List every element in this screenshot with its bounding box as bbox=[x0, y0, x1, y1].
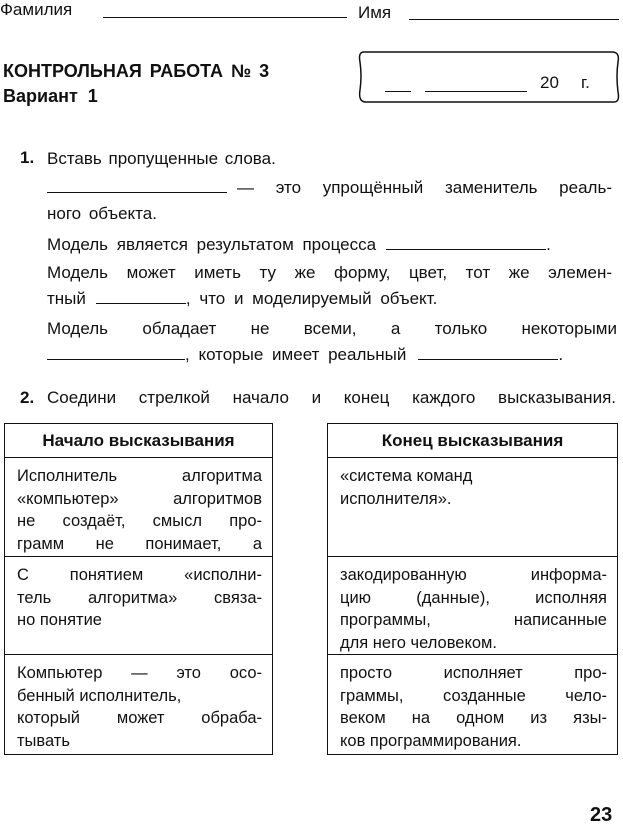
blank-5[interactable] bbox=[418, 359, 558, 360]
blank-4[interactable] bbox=[47, 359, 185, 360]
page-title: КОНТРОЛЬНАЯ РАБОТА № 3 bbox=[3, 61, 270, 81]
cell-line: тель алгоритма» связа- bbox=[17, 588, 262, 607]
sentence2-text: Модель является результатом процесса bbox=[47, 235, 377, 254]
surname-label: Фамилия bbox=[0, 0, 73, 19]
left-table-header: Начало высказывания bbox=[42, 431, 235, 450]
cell-line: закодированную информа- bbox=[340, 566, 607, 584]
task1-sentence3-line1: Модель может иметь ту же форму, цвет, тот же элемен- bbox=[47, 263, 612, 282]
cell-line: Компьютер — это осо- bbox=[17, 664, 262, 682]
cell-line: не создаёт, смысл про- bbox=[17, 512, 262, 530]
date-month-field[interactable] bbox=[425, 91, 527, 92]
task1-sentence3-line2 bbox=[47, 289, 437, 309]
date-year: 20 bbox=[540, 73, 559, 92]
left-cell-2[interactable] bbox=[5, 556, 272, 654]
blank-1[interactable] bbox=[47, 192, 227, 193]
date-day-field[interactable] bbox=[385, 91, 411, 92]
name-label: Имя bbox=[358, 3, 392, 22]
cell-line: исполнителя». bbox=[340, 489, 452, 508]
right-cell-1[interactable] bbox=[328, 457, 617, 556]
cell-line: для него человеком. bbox=[340, 633, 497, 652]
page-number: 23 bbox=[590, 804, 613, 826]
sentence3-start: тный bbox=[47, 289, 86, 308]
task1-sentence1-line1 bbox=[47, 178, 612, 198]
cell-line: ков программирования. bbox=[340, 731, 522, 750]
cell-line: «компьютер» алгоритмов bbox=[17, 489, 262, 508]
right-table bbox=[327, 423, 618, 755]
task2-number: 2. bbox=[20, 388, 35, 407]
cell-line: Исполнитель алгоритма bbox=[17, 467, 262, 485]
task1-number: 1. bbox=[20, 148, 35, 167]
cell-line: «система команд bbox=[340, 467, 473, 485]
cell-line: просто исполняет про- bbox=[340, 664, 607, 682]
sentence4-mid: , которые имеет реальный bbox=[185, 345, 407, 364]
right-cell-3[interactable] bbox=[328, 654, 617, 753]
task1-instruction: Вставь пропущенные слова. bbox=[47, 149, 276, 168]
left-table bbox=[4, 423, 273, 755]
cell-line: граммы, созданные чело- bbox=[340, 686, 607, 705]
cell-line: который может обраба- bbox=[17, 709, 262, 727]
cell-line: но понятие bbox=[17, 611, 102, 629]
cell-line: программы, написанные bbox=[340, 611, 607, 629]
task1-sentence4-line2 bbox=[47, 345, 617, 365]
right-cell-2[interactable] bbox=[328, 556, 617, 654]
name-field[interactable] bbox=[409, 19, 619, 20]
cell-line: С понятием «исполни- bbox=[17, 566, 262, 584]
blank-3[interactable] bbox=[96, 303, 186, 304]
left-cell-1[interactable] bbox=[5, 457, 272, 556]
task2-instruction: Соедини стрелкой начало и конец каждого высказывания. bbox=[47, 388, 616, 407]
cell-line: веком на одном из язы- bbox=[340, 709, 607, 727]
right-table-header: Конец высказывания bbox=[381, 431, 564, 450]
task1-sentence4-line1: Модель обладает не всеми, а только некоторыми bbox=[47, 319, 617, 338]
sentence3-rest: , что и моделируемый объект. bbox=[185, 289, 438, 308]
cell-line: грамм не понимает, а bbox=[17, 534, 262, 553]
variant-label: Вариант 1 bbox=[3, 86, 98, 106]
blank-2[interactable] bbox=[386, 249, 546, 250]
task1-sentence1-line2: ного объекта. bbox=[47, 204, 157, 223]
left-cell-3[interactable] bbox=[5, 654, 272, 753]
sentence4-end: . bbox=[558, 345, 564, 364]
surname-field[interactable] bbox=[103, 17, 347, 18]
task1-sentence2 bbox=[47, 235, 617, 255]
sentence1-text: — это упрощённый заменитель реаль- bbox=[237, 178, 612, 197]
cell-line: цию (данные), исполняя bbox=[340, 588, 607, 607]
date-suffix: г. bbox=[581, 73, 590, 92]
sentence2-end: . bbox=[546, 235, 551, 254]
cell-line: бенный исполнитель, bbox=[17, 686, 182, 705]
cell-line: тывать bbox=[17, 731, 70, 750]
